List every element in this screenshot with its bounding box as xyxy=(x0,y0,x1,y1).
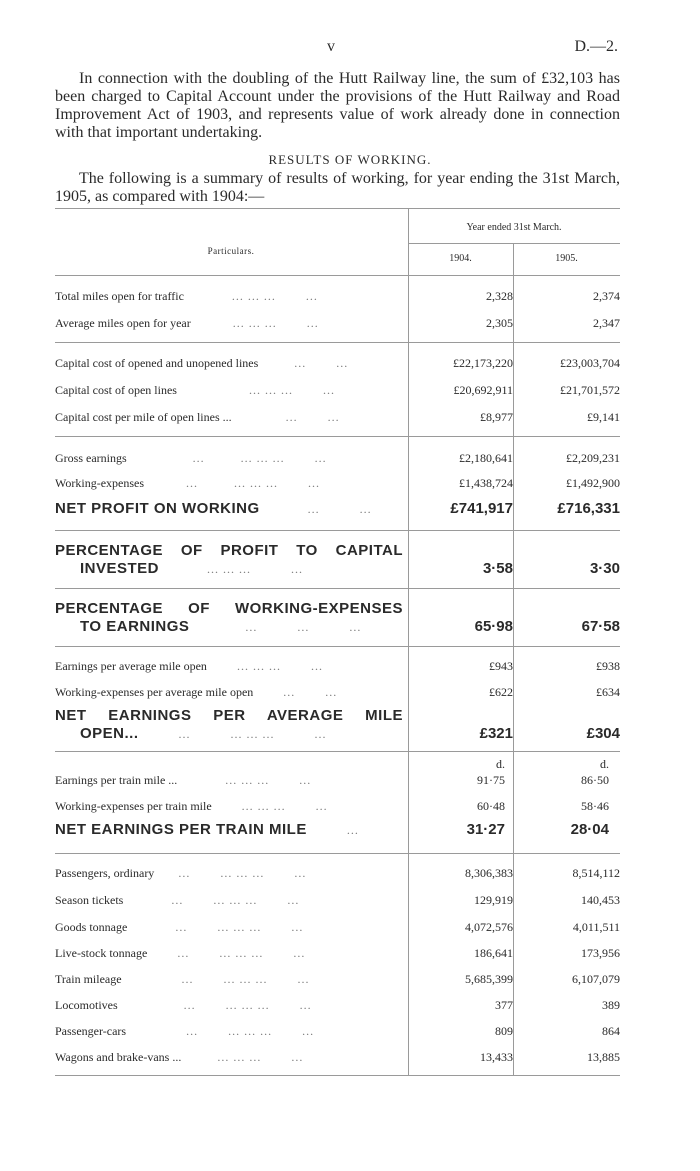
table-bottom-rule xyxy=(55,1075,620,1076)
header-bottom-rule xyxy=(55,275,620,276)
table-row: Capital cost per mile of open lines ... ... ... £8,977 £9,141 xyxy=(55,410,620,424)
table-row: Passenger-cars ... ... ... ... ... 809 864 xyxy=(55,1024,620,1038)
table-row: Passengers, ordinary ... ... ... ... ... 8,306,383 8,514,112 xyxy=(55,866,620,880)
table-row: Average miles open for year ... ... ... ... 2,305 2,347 xyxy=(55,316,620,330)
pence-unit-1904: d. xyxy=(496,757,505,771)
paragraph-hutt-railway: In connection with the doubling of the Hutt Railway line, the sum of £32,103 has been charged to Capital Account under the provisions of the Hutt Railway and Road Improvement Act of 1903, and represents value of work already done in connection with that important undertaking. xyxy=(55,70,620,141)
table-row-net-profit: NET PROFIT ON WORKING ... ... £741,917 £716,331 xyxy=(55,500,620,517)
section-heading: RESULTS OF WORKING. xyxy=(268,152,432,167)
table-row: Goods tonnage ... ... ... ... ... 4,072,576 4,011,511 xyxy=(55,920,620,934)
table-row: Live-stock tonnage ... ... ... ... ... 186,641 173,956 xyxy=(55,946,620,960)
group-rule xyxy=(55,342,620,343)
table-row: Wagons and brake-vans ... ... ... ... ... 13,433 13,885 xyxy=(55,1050,620,1064)
column-divider xyxy=(408,208,409,1075)
table-row: Working-expenses per train mile ... ... ... ... 60·48 58·46 xyxy=(55,799,609,813)
document-reference: D.—2. xyxy=(574,38,618,55)
pence-unit-1905: d. xyxy=(600,757,609,771)
table-row: Locomotives ... ... ... ... ... 377 389 xyxy=(55,998,620,1012)
table-row-percentage-profit: PERCENTAGE OF PROFIT TO CAPITAL INVESTED ... ... ... ... 3·58 3·30 xyxy=(55,542,620,577)
table-row: Gross earnings ... ... ... ... ... £2,180,641 £2,209,231 xyxy=(55,451,620,465)
group-rule xyxy=(55,588,620,589)
particulars-header: Particulars. xyxy=(207,246,255,256)
paragraph-summary-intro: The following is a summary of results of working, for year ending the 31st March, 1905, as compared with 1904:— xyxy=(55,170,620,205)
group-rule xyxy=(55,751,620,752)
page-header xyxy=(0,38,700,58)
table-row-net-earnings-per-train-mile: NET EARNINGS PER TRAIN MILE ... 31·27 28·04 xyxy=(55,821,609,838)
table-row-net-earnings-per-mile: NET EARNINGS PER AVERAGE MILE OPEN... ... ... ... ... ... £321 £304 xyxy=(55,707,620,742)
table-row: Train mileage ... ... ... ... ... 5,685,399 6,107,079 xyxy=(55,972,620,986)
group-rule xyxy=(55,853,620,854)
table-row: Capital cost of opened and unopened lines ... ... £22,173,220 £23,003,704 xyxy=(55,356,620,370)
group-rule xyxy=(55,530,620,531)
year-header-rule xyxy=(408,243,620,244)
table-row: Capital cost of open lines ... ... ... ... £20,692,911 £21,701,572 xyxy=(55,383,620,397)
group-rule xyxy=(55,436,620,437)
page-number: v xyxy=(327,38,335,55)
group-rule xyxy=(55,646,620,647)
column-header-1905: 1905. xyxy=(555,253,578,264)
table-row: Season tickets ... ... ... ... ... 129,919 140,453 xyxy=(55,893,620,907)
year-header: Year ended 31st March. xyxy=(466,222,562,233)
table-row: Earnings per average mile open ... ... ... ... £943 £938 xyxy=(55,659,620,673)
column-header-1904: 1904. xyxy=(449,253,472,264)
table-row: Total miles open for traffic ... ... ... ... 2,328 2,374 xyxy=(55,289,620,303)
table-row-percentage-expenses: PERCENTAGE OF WORKING-EXPENSES TO EARNINGS ... ... ... 65·98 67·58 xyxy=(55,600,620,635)
table-row: Working-expenses per average mile open ... ... £622 £634 xyxy=(55,685,620,699)
table-row: Working-expenses ... ... ... ... ... £1,438,724 £1,492,900 xyxy=(55,476,620,490)
table-top-rule xyxy=(55,208,620,209)
table-row: Earnings per train mile ... ... ... ... ... 91·75 86·50 xyxy=(55,773,609,787)
